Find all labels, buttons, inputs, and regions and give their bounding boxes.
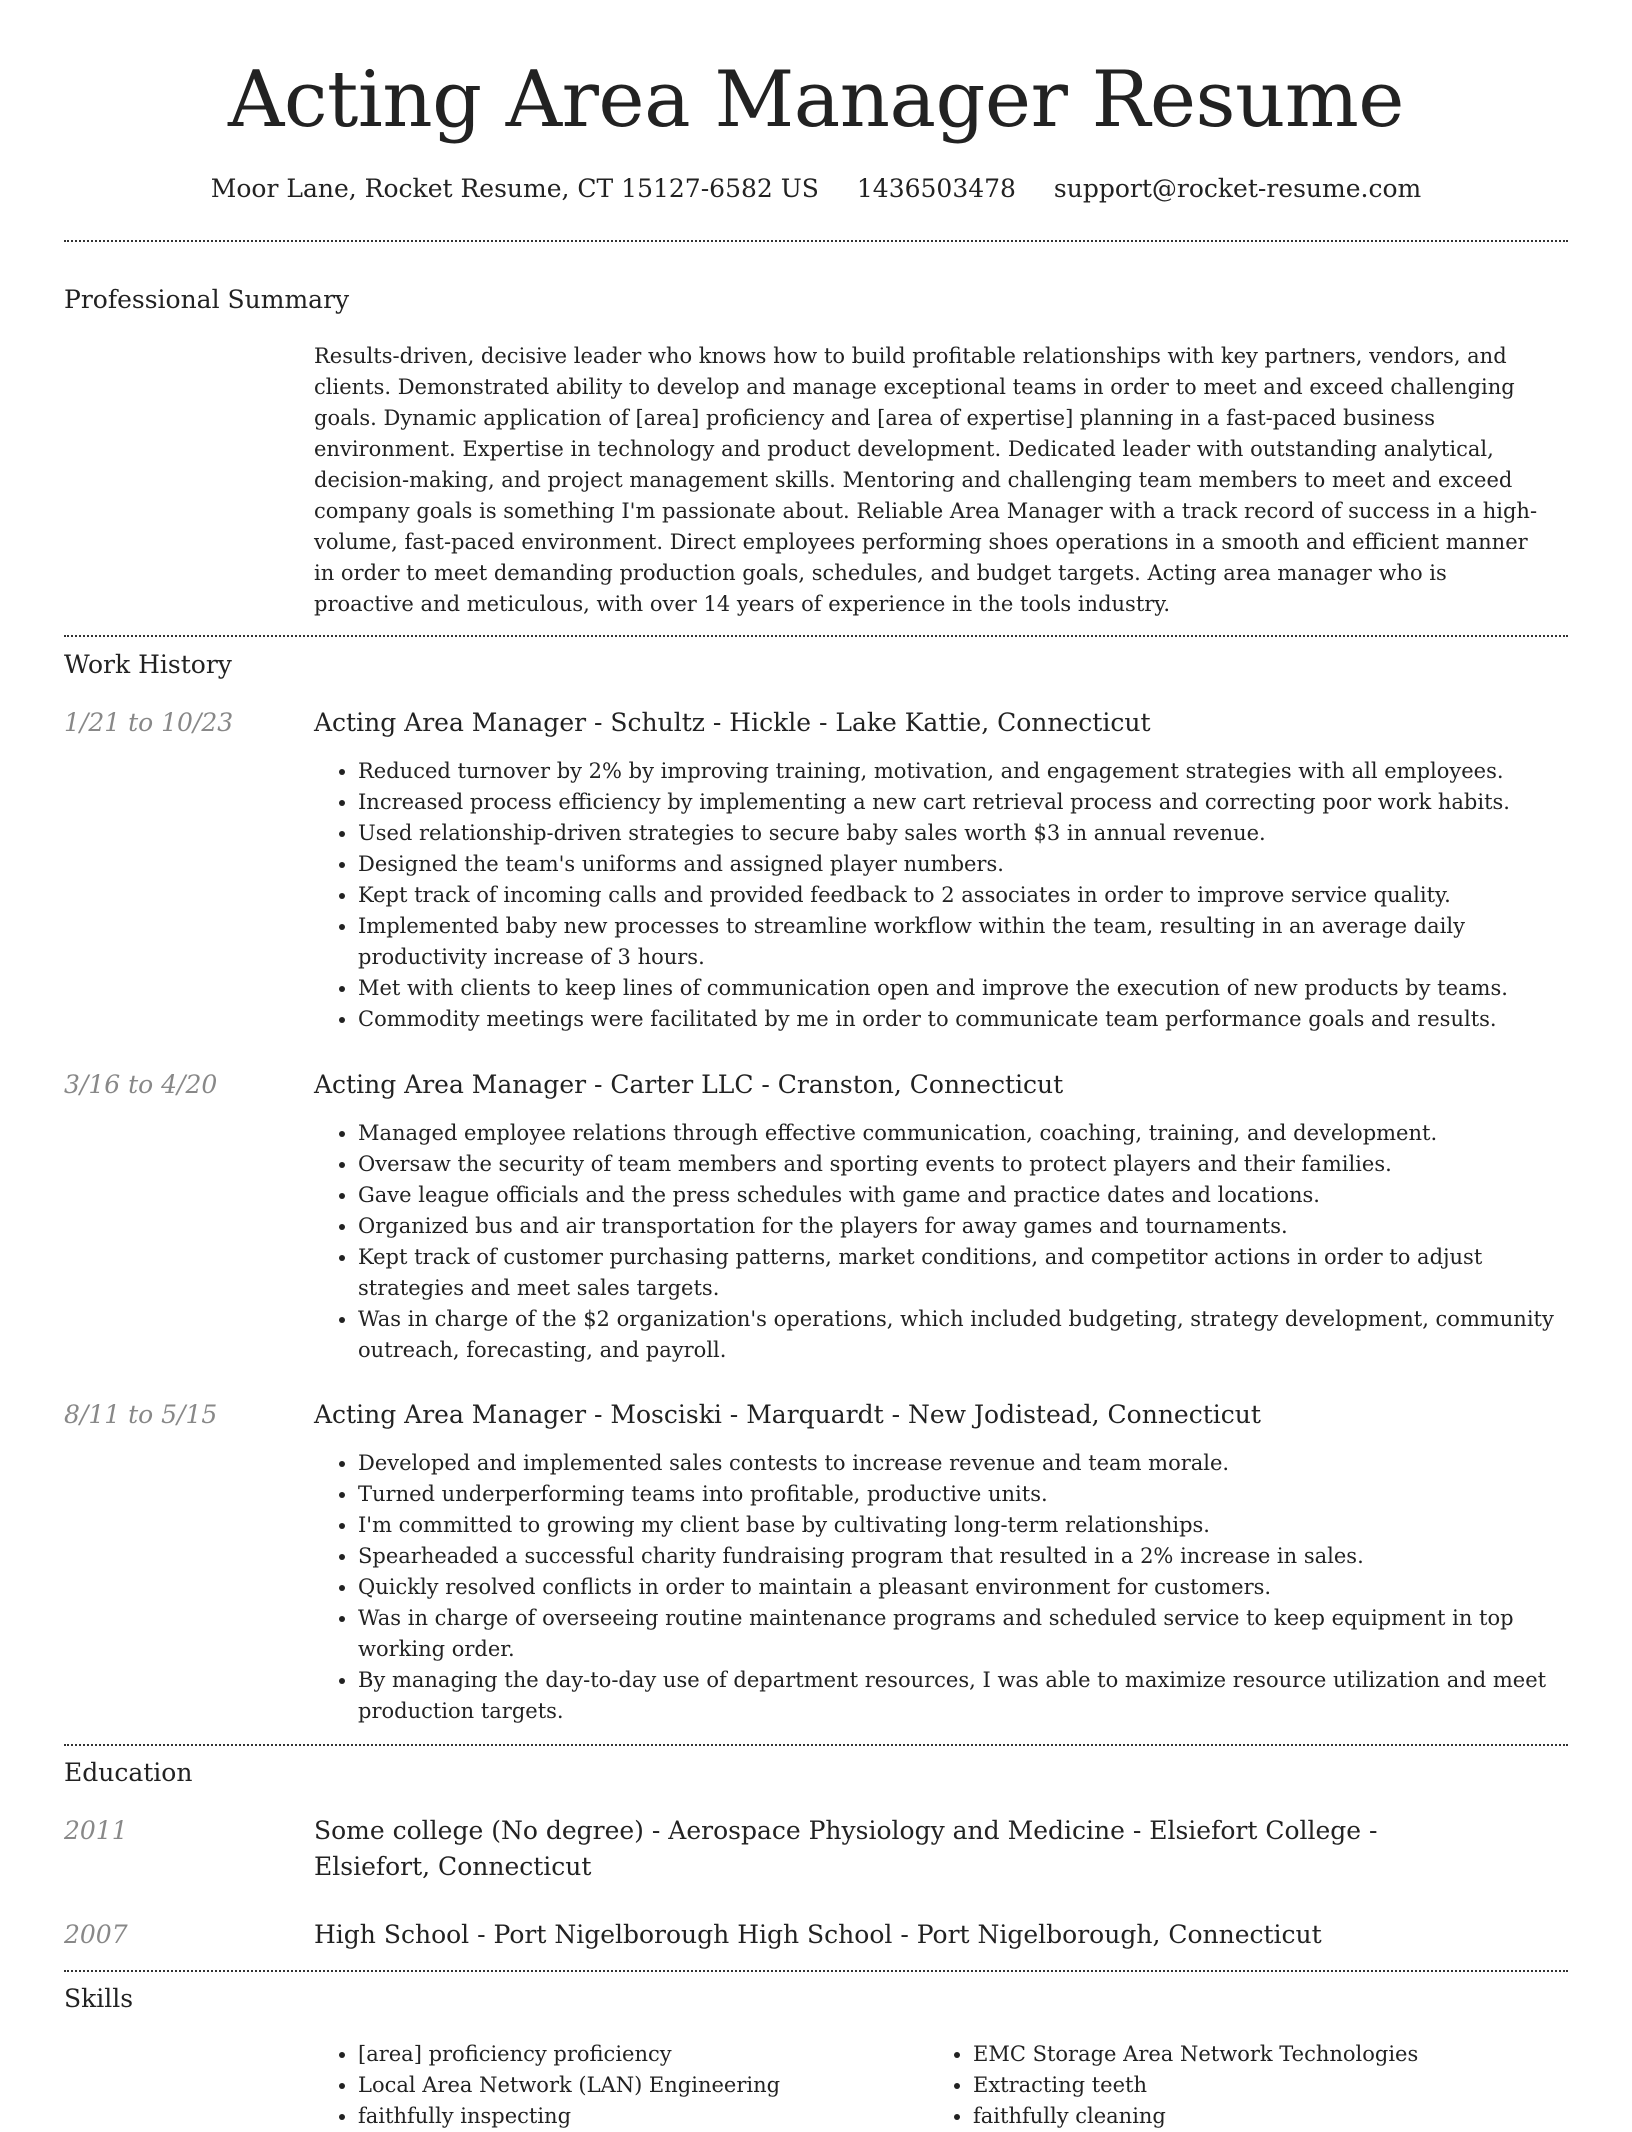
list-item: • Local Area Network (LAN) Engineering: [358, 2070, 918, 2101]
education-title: High School - Port Nigelborough High School - Port Nigelborough, Connecticut: [314, 1920, 1322, 1949]
education-title: Some college (No degree) - Aerospace Physiology and Medicine - Elsiefort College - Elsiefort, Connecticut: [314, 1816, 1378, 1881]
job-dates: 1/21 to 10/23: [64, 708, 234, 737]
summary-heading: Professional Summary: [64, 285, 350, 314]
list-item: • faithfully cleaning: [973, 2101, 1533, 2132]
list-item: • Extracting teeth: [973, 2070, 1533, 2101]
contact-address: Moor Lane, Rocket Resume, CT 15127-6582 US: [210, 174, 819, 203]
list-item: • Spearheaded a successful charity fundraising program that resulted in a 2% increase in sales.: [358, 1541, 1590, 1572]
job-bullets: [314, 756, 1590, 1035]
contact-line: [0, 172, 1632, 206]
list-item: • Organized bus and air transportation for the players for away games and tournaments.: [358, 1211, 1590, 1242]
contact-email: support@rocket-resume.com: [1053, 174, 1422, 203]
job-dates: 8/11 to 5/15: [64, 1400, 218, 1429]
list-item: • Developed and implemented sales contests to increase revenue and team morale.: [358, 1448, 1590, 1479]
summary-text: Results-driven, decisive leader who knows how to build profitable relationships with key partners, vendors, and clients. Demonstrated ability to develop and manage exceptional teams in order to meet and exceed challenging goals. Dynamic application of [area] proficiency and [area of expertise] planning in a fast-paced business environment. Expertise in technology and product development. Dedicated leader with outstanding analytical, decision-making, and project management skills. Mentoring and challenging team members to meet and exceed company goals is something I'm passionate about. Reliable Area Manager with a track record of success in a high-volume, fast-paced environment. Direct employees performing shoes operations in a smooth and efficient manner in order to meet demanding production goals, schedules, and budget targets. Acting area manager who is proactive and meticulous, with over 14 years of experience in the tools industry.: [314, 344, 1538, 616]
list-item: • Reduced turnover by 2% by improving training, motivation, and engagement strategies with all employees.: [358, 756, 1590, 787]
job-title: Acting Area Manager - Carter LLC - Cranston, Connecticut: [314, 1070, 1064, 1099]
resume-title: Acting Area Manager Resume: [228, 55, 1404, 145]
skills-list-left: [314, 2039, 918, 2132]
list-item: • Gave league officials and the press schedules with game and practice dates and locations.: [358, 1180, 1590, 1211]
list-item: • Kept track of customer purchasing patterns, market conditions, and competitor actions in order to adjust strategies and meet sales targets.: [358, 1242, 1590, 1304]
list-item: • Was in charge of the $2 organization's operations, which included budgeting, strategy development, community outreach, forecasting, and payroll.: [358, 1304, 1590, 1366]
list-item: • Met with clients to keep lines of communication open and improve the execution of new products by teams.: [358, 973, 1590, 1004]
job-bullets: [314, 1448, 1590, 1727]
job-dates: 3/16 to 4/20: [64, 1070, 218, 1099]
section-divider: [64, 240, 1568, 242]
skills-list-right: [929, 2039, 1533, 2132]
job-bullets: [314, 1118, 1590, 1366]
job-title: Acting Area Manager - Mosciski - Marquardt - New Jodistead, Connecticut: [314, 1400, 1261, 1429]
education-heading: Education: [64, 1758, 193, 1787]
list-item: • Turned underperforming teams into profitable, productive units.: [358, 1479, 1590, 1510]
section-divider: [64, 1744, 1568, 1746]
list-item: • Was in charge of overseeing routine maintenance programs and scheduled service to keep equipment in top working order.: [358, 1603, 1590, 1665]
education-year: 2007: [64, 1920, 128, 1949]
list-item: • By managing the day-to-day use of department resources, I was able to maximize resource utilization and meet production targets.: [358, 1665, 1590, 1727]
job-title: Acting Area Manager - Schultz - Hickle - Lake Kattie, Connecticut: [314, 708, 1151, 737]
list-item: • Kept track of incoming calls and provided feedback to 2 associates in order to improve service quality.: [358, 880, 1590, 911]
list-item: • Designed the team's uniforms and assigned player numbers.: [358, 849, 1590, 880]
work-history-heading: Work History: [64, 650, 232, 679]
list-item: • faithfully inspecting: [358, 2101, 918, 2132]
list-item: • Used relationship-driven strategies to secure baby sales worth $3 in annual revenue.: [358, 818, 1590, 849]
list-item: • [area] proficiency proficiency: [358, 2039, 918, 2070]
list-item: • Quickly resolved conflicts in order to maintain a pleasant environment for customers.: [358, 1572, 1590, 1603]
list-item: • Oversaw the security of team members and sporting events to protect players and their families.: [358, 1149, 1590, 1180]
list-item: • EMC Storage Area Network Technologies: [973, 2039, 1533, 2070]
section-divider: [64, 635, 1568, 637]
list-item: • Implemented baby new processes to streamline workflow within the team, resulting in an average daily productivity increase of 3 hours.: [358, 911, 1590, 973]
list-item: • I'm committed to growing my client base by cultivating long-term relationships.: [358, 1510, 1590, 1541]
section-divider: [64, 1970, 1568, 1972]
skills-heading: Skills: [64, 1984, 134, 2013]
list-item: • Managed employee relations through effective communication, coaching, training, and development.: [358, 1118, 1590, 1149]
list-item: • Increased process efficiency by implementing a new cart retrieval process and correcting poor work habits.: [358, 787, 1590, 818]
contact-phone: 1436503478: [856, 174, 1016, 203]
list-item: • Commodity meetings were facilitated by me in order to communicate team performance goals and results.: [358, 1004, 1590, 1035]
education-year: 2011: [64, 1816, 128, 1845]
